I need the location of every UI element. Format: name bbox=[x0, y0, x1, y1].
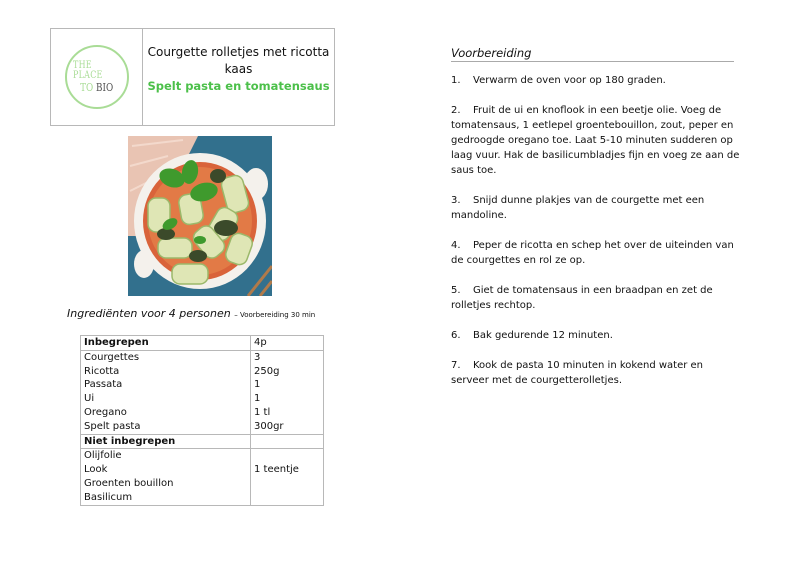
ingredient-qty bbox=[254, 491, 320, 505]
excluded-rows bbox=[81, 449, 324, 505]
ingredient-name: Oregano bbox=[84, 406, 127, 418]
step-item: 6. Bak gedurende 12 minuten. bbox=[451, 330, 613, 341]
ingredient-qty: 1 tl bbox=[254, 406, 271, 418]
servings-header: 4p bbox=[251, 336, 324, 351]
ingredient-name: Passata bbox=[84, 379, 123, 391]
step-item: 2. Fruit de ui en knoflook in een beetje olie. Voeg de tomatensaus, 1 eetlepel groentebouillon, zout, peper en gedroogde oregano toe. Laat 5-10 minuten sudderen op laag vuur. Hak de basilicumbladjes fijn en voeg ze aan de saus toe. bbox=[451, 105, 740, 176]
step-item: 4. Peper de ricotta en schep het over de uiteinden van de courgettes en rol ze op. bbox=[451, 240, 734, 266]
ingredient-name: Ui bbox=[84, 393, 95, 405]
ingredient-name: Look bbox=[84, 464, 108, 476]
ingredient-qty bbox=[254, 449, 320, 463]
logo-cell bbox=[51, 29, 143, 125]
included-header: Inbegrepen bbox=[81, 336, 251, 351]
ingredient-name: Courgettes bbox=[84, 351, 140, 363]
recipe-subtitle: Spelt pasta en tomatensaus bbox=[147, 79, 330, 93]
prep-time-note: – Voorbereiding 30 min bbox=[234, 311, 316, 319]
table-header-row bbox=[81, 336, 324, 351]
ingredients-heading: Ingrediënten voor 4 personen bbox=[67, 307, 231, 320]
ingredient-qty: 1 bbox=[254, 379, 261, 391]
step-item: 1. Verwarm de oven voor op 180 graden. bbox=[451, 75, 666, 86]
ingredient-qty: 1 bbox=[254, 393, 261, 405]
step-item: 3. Snijd dunne plakjes van de courgette met een mandoline. bbox=[451, 195, 705, 221]
recipe-header bbox=[50, 28, 335, 126]
excluded-header-qty bbox=[251, 434, 324, 449]
ingredient-qty: 1 teentje bbox=[254, 464, 299, 476]
ingredient-name: Basilicum bbox=[84, 491, 133, 503]
logo-text-line2: TO BIO bbox=[79, 80, 114, 94]
ingredient-qty: 250g bbox=[254, 365, 280, 377]
ingredient-name: Ricotta bbox=[84, 365, 120, 377]
ingredient-name: Olijfolie bbox=[84, 450, 122, 462]
logo-text-line1: THE PLACE bbox=[72, 59, 103, 82]
ingredient-qty: 3 bbox=[254, 351, 261, 363]
step-item: 7. Kook de pasta 10 minuten in kokend water en serveer met de courgetterolletjes. bbox=[451, 360, 704, 386]
title-cell bbox=[143, 29, 334, 125]
ingredient-qty bbox=[254, 477, 320, 491]
step-item: 5. Giet de tomatensaus in een braadpan en zet de rolletjes rechtop. bbox=[451, 285, 713, 311]
recipe-photo bbox=[128, 136, 272, 296]
recipe-title: Courgette rolletjes met ricotta kaas bbox=[147, 45, 330, 76]
excluded-header: Niet inbegrepen bbox=[81, 434, 251, 449]
ingredient-name: Groenten bouillon bbox=[84, 477, 174, 489]
brand-logo bbox=[65, 45, 129, 109]
ingredient-name: Spelt pasta bbox=[84, 420, 141, 432]
ingredients-table bbox=[80, 335, 324, 506]
preparation-title: Voorbereiding bbox=[451, 46, 734, 62]
included-rows bbox=[81, 350, 324, 434]
ingredient-qty: 300gr bbox=[254, 420, 284, 432]
dish-image bbox=[128, 136, 272, 296]
ingredients-title bbox=[67, 307, 315, 320]
excluded-header-row bbox=[81, 434, 324, 449]
preparation-steps bbox=[451, 73, 741, 403]
